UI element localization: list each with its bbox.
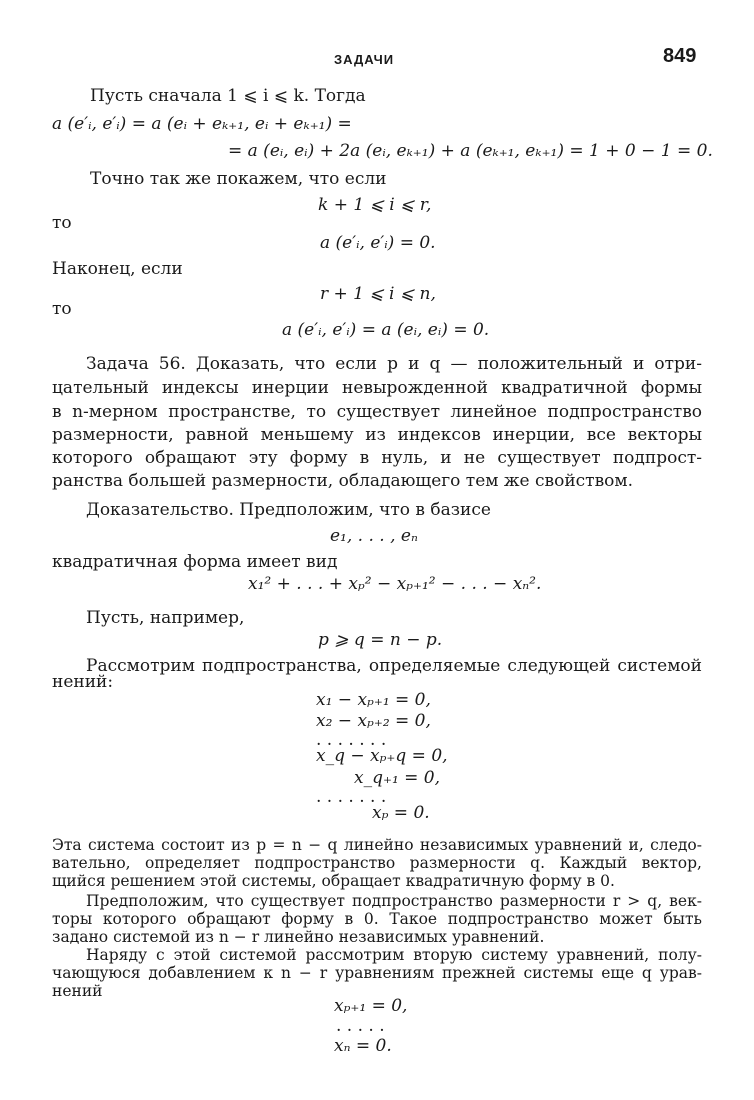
problem-statement-line: цательный индексы инерции невырожденной квадратичной формы [52,378,702,398]
equation-row: xₙ = 0. [334,1036,392,1056]
text-line: Наряду с этой системой рассмотрим вторую систему уравнений, полу- [86,946,702,964]
formula-line: p ⩾ q = n − p. [318,630,443,650]
equation-row: xₚ₊₁ = 0, [334,996,408,1016]
text-line: вательно, определяет подпространство размерности q. Каждый вектор, [52,854,702,872]
text-line: задано системой из n − r линейно независимых уравнений. [52,928,545,946]
text-line: чающуюся добавлением к n − r уравнениям прежней системы еще q урав- [52,964,702,982]
problem-statement-line: Задача 56. Доказать, что если p и q — положительный и отри- [86,354,702,374]
text-line: Пусть сначала 1 ⩽ i ⩽ k. Тогда [90,86,366,106]
text-line: Предположим, что существует подпространство размерности r > q, век- [86,892,702,910]
running-header: ЗАДАЧИ [334,52,395,67]
text-line: нений: [52,672,114,692]
text-line: торы которого обращают форму в 0. Такое подпространство может быть [52,910,702,928]
ellipsis-row: . . . . . [336,1016,385,1036]
formula-line: k + 1 ⩽ i ⩽ r, [318,195,432,215]
page-number: 849 [663,45,697,67]
formula-line: a (e′ᵢ, e′ᵢ) = a (eᵢ + eₖ₊₁, eᵢ + eₖ₊₁) = [52,114,352,134]
equation-row: xₚ = 0. [372,803,430,823]
ellipsis-row: . . . . . . . [316,730,387,750]
equation-row: x_q₊₁ = 0, [354,768,441,788]
formula-line: r + 1 ⩽ i ⩽ n, [320,284,436,304]
equation-row: x₂ − xₚ₊₂ = 0, [316,711,431,731]
problem-statement-line: в n-мерном пространстве, то существует линейное подпространство [52,402,702,422]
text-line: Точно так же покажем, что если [90,169,387,189]
problem-statement-line: которого обращают эту форму в нуль, и не существует подпрост- [52,448,702,468]
formula-line: x₁² + . . . + xₚ² − xₚ₊₁² − . . . − xₙ². [248,574,542,594]
text-line: Наконец, если [52,259,183,279]
problem-statement-line: размерности, равной меньшему из индексов инерции, все векторы [52,425,702,445]
proof-heading-line: Доказательство. Предположим, что в базисе [86,500,491,520]
equation-row: x_q − xₚ₊q = 0, [316,746,448,766]
text-line: то [52,213,72,233]
text-line: Эта система состоит из p = n − q линейно независимых уравнений и, следо- [52,836,702,854]
text-line: нений [52,982,103,1000]
text-line: щийся решением этой системы, обращает квадратичную форму в 0. [52,872,615,890]
text-line: то [52,299,72,319]
formula-line: a (e′ᵢ, e′ᵢ) = 0. [320,233,436,253]
formula-line: = a (eᵢ, eᵢ) + 2a (eᵢ, eₖ₊₁) + a (eₖ₊₁, eₖ₊₁) = 1 + 0 − 1 = 0. [228,141,713,161]
equation-row: x₁ − xₚ₊₁ = 0, [316,690,431,710]
ellipsis-row: . . . . . . . [316,787,387,807]
text-line: квадратичная форма имеет вид [52,552,338,572]
text-line: Рассмотрим подпространства, определяемые следующей системой [86,656,702,676]
problem-statement-line: ранства большей размерности, обладающего тем же свойством. [52,471,634,491]
formula-line: e₁, . . . , eₙ [330,526,418,546]
text-line: Пусть, например, [86,608,245,628]
formula-line: a (e′ᵢ, e′ᵢ) = a (eᵢ, eᵢ) = 0. [282,320,490,340]
